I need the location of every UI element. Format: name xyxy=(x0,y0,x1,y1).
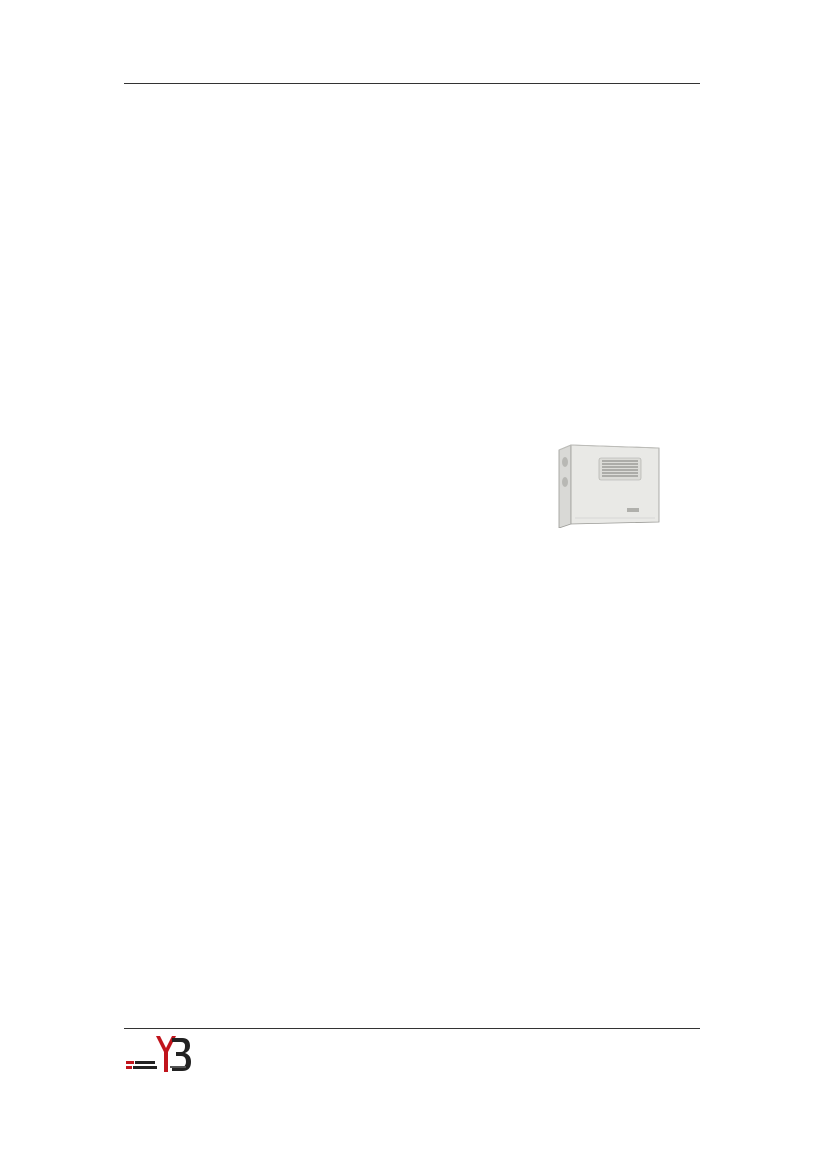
company-logo xyxy=(126,1034,192,1074)
power-supply-device-image xyxy=(557,444,661,528)
header-divider xyxy=(124,83,700,84)
footer-divider xyxy=(124,1028,700,1029)
